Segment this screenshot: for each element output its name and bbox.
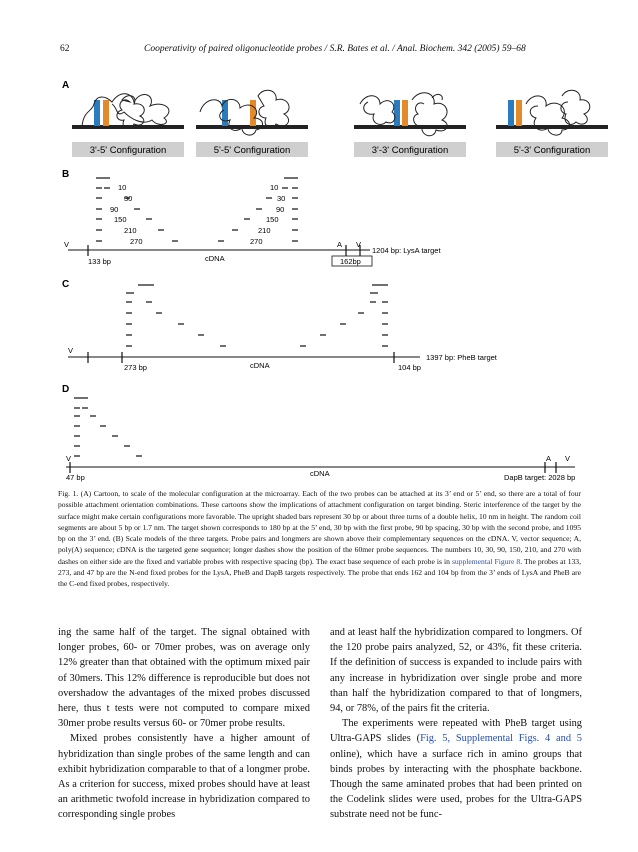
page-number: 62 xyxy=(60,44,70,54)
dapb-start-bp: 47 bp xyxy=(66,473,85,482)
panel-b-labels xyxy=(64,183,441,266)
lysa-spacing-right-270: 270 xyxy=(250,237,263,246)
lysa-spacing-right-30: 30 xyxy=(277,194,286,203)
pheb-cdna-label: cDNA xyxy=(250,361,270,370)
lysa-cdna-label: cDNA xyxy=(205,254,225,263)
right-column xyxy=(330,625,582,823)
lysa-spacing-left-270: 270 xyxy=(130,237,143,246)
pheb-end-bp: 104 bp xyxy=(398,363,421,372)
pheb-start-bp: 273 bp xyxy=(124,363,147,372)
right-paragraph-2-start: The experiments were repeated with PheB target using Ultra-GAPS slides ( xyxy=(330,718,582,745)
panel-label-b: B xyxy=(62,169,70,180)
right-paragraph-2-end: online), which have a surface rich in amino groups that binds probes by interacting with the phosphate backbone. Though the same aminated probes that had been printed on the Codelink slides were used, probes for the Ultra-GAPS substrate need not be func- xyxy=(330,748,582,821)
left-paragraph-2: Mixed probes consistently have a higher amount of hybridization than single probes of the same length and can exhibit hybridization comparable to that of a longmer probe. As a criterion for success, mixed probes should have at least an arithmetic twofold increase in hybridization compared to corresponding single probes xyxy=(58,733,310,821)
lysa-vector-left: V xyxy=(64,240,70,249)
panel-label-d: D xyxy=(62,384,70,395)
lysa-spacing-right-150: 150 xyxy=(266,215,279,224)
lysa-spacing-left-90: 90 xyxy=(110,205,119,214)
panel-a-cartoons xyxy=(72,90,608,136)
lysa-spacing-right-10: 10 xyxy=(270,183,279,192)
lysa-vector-right: V xyxy=(356,240,362,249)
dapb-vector-right: V xyxy=(565,454,571,463)
pheb-vector-left: V xyxy=(68,346,74,355)
lysa-start-bp: 133 bp xyxy=(88,257,111,266)
panel-label-c: C xyxy=(62,279,70,290)
lysa-spacing-left-210: 210 xyxy=(124,226,137,235)
right-paragraph-2 xyxy=(330,716,582,822)
config-label-5-3: 5'-3' Configuration xyxy=(513,145,591,156)
lysa-spacing-left-150: 150 xyxy=(114,215,127,224)
panel-d-labels xyxy=(66,454,575,482)
right-paragraph-1: and at least half the hybridization compared to longmers. Of the 120 probe pairs analyzed, 52, or 43%, fit these criteria. If the definition of success is expanded to include pairs with any increase in hybridization over single probe and more than half the hybridization compared to that of longmers, 94, or 78%, of the pairs fit the criteria. xyxy=(330,627,582,715)
lysa-target-label: 1204 bp: LysA target xyxy=(372,246,441,255)
lysa-spacing-right-210: 210 xyxy=(258,226,271,235)
dapb-target-label: DapB target: 2028 bp xyxy=(504,473,576,482)
caption-text-1: Fig. 1. (A) Cartoon, to scale of the molecular configuration at the microarray. Each of the two probes can be attached at its 3’ end or 5’ end, so there are a total of four possible attachment orientation combinations. These cartoons show the implications of attachment configuration on target binding. Steric interference of the target by the surface might make certain configurations more favorable. The upright shaded bars represent 30 bp or about three turns of a double helix, 10 nm in height. The random coil segments are about 5 bp or 1.7 nm. The target shown corresponds to 180 bp at the 5’ end, 30 bp with the first probe, 90 bp spacing, 30 bp with the second probe, and 1095 bp on the 3’ end. (B) Scale models of the three targets. Probe pairs and longmers are shown above their complementary sequences on the cDNA. V, vector sequence; A, poly(A) sequence; cDNA is the targeted gene sequence; longer dashes show the position of the 60mer probe sequences. The numbers 10, 30, 90, 150, 210, and 270 with dashes on either side are the fixed and variable probes with respective spacing (bp). The exact base sequence of each probe is in xyxy=(58,489,581,566)
config-label-3-5: 3'-5' Configuration xyxy=(89,145,167,156)
lysa-spacing-left-30: 30 xyxy=(124,194,133,203)
lysa-spacing-left-10: 10 xyxy=(118,183,127,192)
panel-c-labels xyxy=(68,346,498,372)
panel-c-pheb xyxy=(68,285,420,363)
panel-label-a: A xyxy=(62,80,70,91)
lysa-spacing-right-90: 90 xyxy=(276,205,285,214)
caption-text-2: . The probes at 133, 273, and 47 bp are the N-end fixed probes for the LysA, PheB and DapB targets respectively. The probe that ends 162 and 104 bp from the 3’ ends of LysA and PheB are the C-end fixed probes, respectively. xyxy=(58,556,581,589)
dapb-vector-left: V xyxy=(66,454,72,463)
dapb-polya: A xyxy=(546,454,552,463)
figure-caption xyxy=(58,488,581,590)
config-label-5-5: 5'-5' Configuration xyxy=(213,145,291,156)
left-column xyxy=(58,625,310,823)
panel-a-config-labels xyxy=(72,142,608,157)
lysa-polya: A xyxy=(337,240,343,249)
panel-d-dapb xyxy=(66,398,575,473)
lysa-end-bp: 162bp xyxy=(340,257,361,266)
left-paragraph-1: ing the same half of the target. The signal obtained with longer probes, 60- or 70mer probes, was on average only 12% greater than that obtained with the optimum mixed pair of 30mers. This 12% difference is reproducible but does not overshadow the advantages of the mixed probes discussed here, thus t tests were not computed to compare mixed 30mer probe results versus 60- or 70mer probe results. xyxy=(58,627,310,730)
pheb-target-label: 1397 bp: PheB target xyxy=(426,353,497,362)
dapb-cdna-label: cDNA xyxy=(310,469,330,478)
running-title: Cooperativity of paired oligonucleotide probes / S.R. Bates et al. / Anal. Biochem. 342 (2005) 59–68 xyxy=(144,44,526,54)
caption-supplemental-link[interactable]: supplemental Figure 8 xyxy=(451,556,521,566)
config-label-3-3: 3'-3' Configuration xyxy=(371,145,449,156)
fig5-link[interactable]: Fig. 5, Supplemental Figs. 4 and 5 xyxy=(420,733,583,745)
